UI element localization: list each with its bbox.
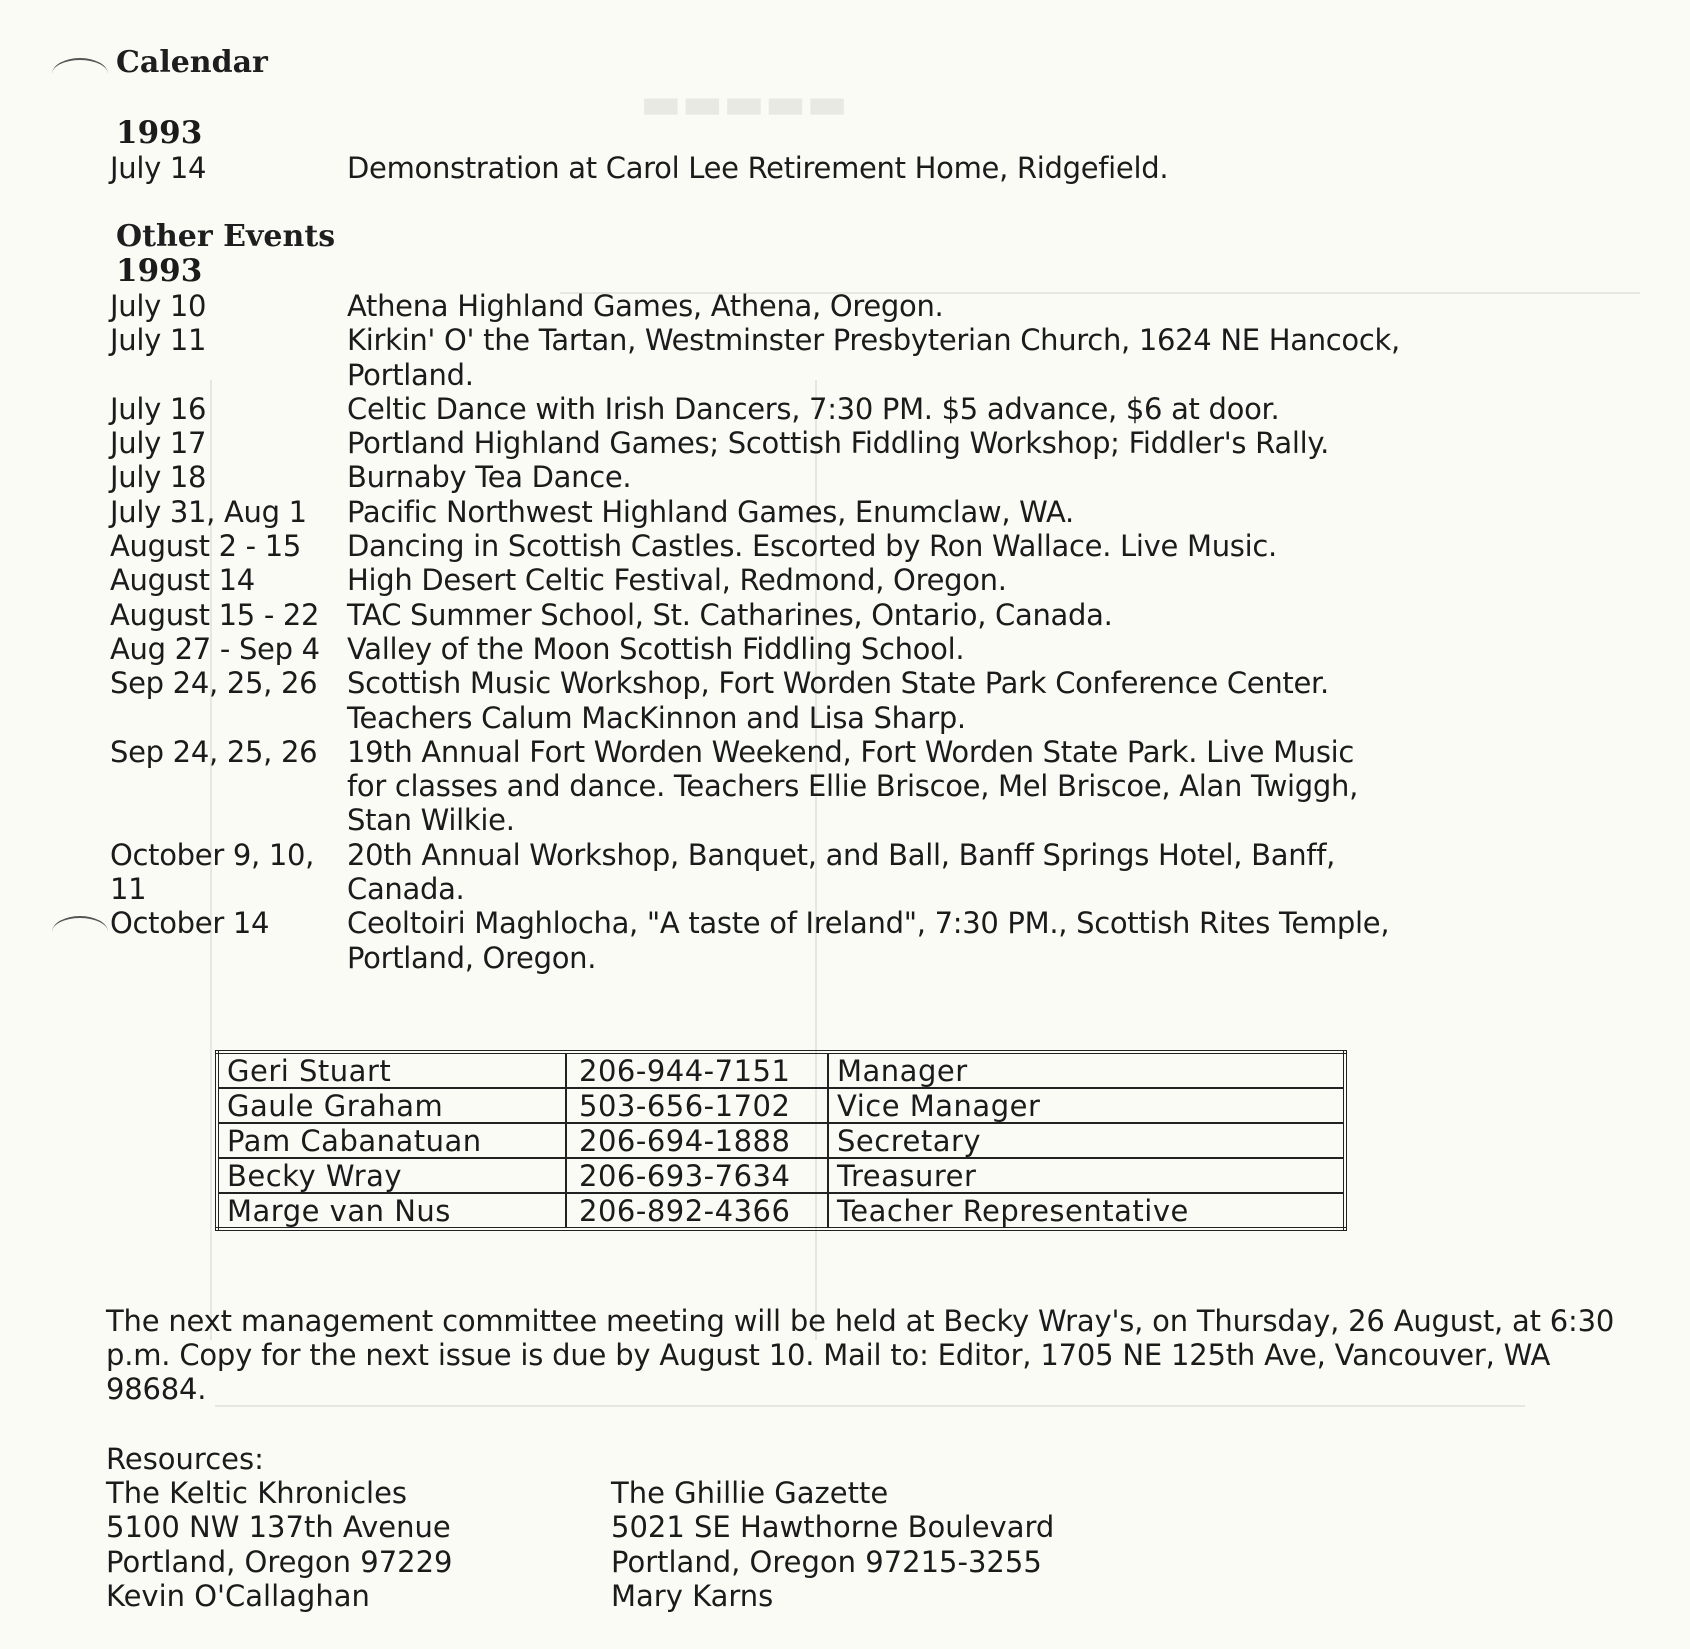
resource-title: The Ghillie Gazette (611, 1476, 889, 1510)
officer-name: Pam Cabanatuan (217, 1123, 566, 1158)
event-description: Athena Highland Games, Athena, Oregon. (347, 289, 944, 323)
event-date: July 16 (110, 391, 207, 426)
event-date: July 14 (110, 151, 207, 185)
paper-curl-mark (52, 58, 108, 90)
event-row (110, 392, 1400, 426)
event-date: August 15 - 22 (110, 597, 320, 632)
resource-contact: Mary Karns (611, 1578, 774, 1613)
officer-name: Gaule Graham (217, 1088, 566, 1123)
event-description: Portland Highland Games; Scottish Fiddling Workshop; Fiddler's Rally. (347, 426, 1329, 461)
event-description: TAC Summer School, St. Catharines, Ontario, Canada. (347, 597, 1113, 632)
event-date: July 10 (110, 289, 207, 323)
event-row (110, 632, 1400, 666)
bleed-through-decoration: ▬▬▬▬▬ (640, 78, 848, 129)
resource-address: 5021 SE Hawthorne Boulevard (611, 1510, 1055, 1545)
officer-role: Treasurer (828, 1158, 1345, 1193)
event-row (110, 598, 1400, 632)
other-events-year: 1993 (116, 253, 203, 289)
officer-role: Teacher Representative (828, 1193, 1345, 1229)
officer-phone: 206-693-7634 (566, 1158, 828, 1193)
event-date: July 18 (110, 460, 207, 495)
event-description: Dancing in Scottish Castles. Escorted by Ron Wallace. Live Music. (347, 529, 1277, 564)
resource-title: The Keltic Khronicles (106, 1476, 408, 1510)
event-row (110, 426, 1400, 460)
other-events-heading: Other Events (116, 219, 336, 254)
event-description: Ceoltoiri Maghlocha, "A taste of Ireland", 7:30 PM., Scottish Rites Temple, Portland, Oregon. (347, 906, 1390, 975)
event-description: Demonstration at Carol Lee Retirement Home, Ridgefield. (347, 151, 1169, 185)
event-date: July 31, Aug 1 (110, 494, 307, 529)
officer-phone: 206-694-1888 (566, 1123, 828, 1158)
event-date: Sep 24, 25, 26 (110, 734, 318, 769)
officer-role: Manager (828, 1052, 1345, 1088)
officers-table (215, 1050, 1347, 1231)
event-date: October 14 (110, 906, 270, 941)
event-row (110, 495, 1400, 529)
event-row (110, 906, 1400, 975)
officer-name: Geri Stuart (217, 1052, 566, 1088)
event-date: August 14 (110, 563, 255, 598)
calendar-year: 1993 (116, 115, 203, 151)
event-date: Sep 24, 25, 26 (110, 666, 318, 701)
table-row (217, 1088, 1345, 1123)
event-row (110, 735, 1400, 838)
resource-contact: Kevin O'Callaghan (106, 1578, 370, 1613)
event-date: October 9, 10, 11 (110, 837, 324, 907)
event-description: High Desert Celtic Festival, Redmond, Oregon. (347, 563, 1007, 598)
event-description: 19th Annual Fort Worden Weekend, Fort Worden State Park. Live Music for classes and dance. Teachers Ellie Briscoe, Mel Briscoe, Alan Twiggh, Stan Wilkie. (347, 734, 1358, 838)
calendar-event (110, 151, 1400, 185)
officer-name: Marge van Nus (217, 1193, 566, 1229)
event-description: Celtic Dance with Irish Dancers, 7:30 PM. $5 advance, $6 at door. (347, 391, 1280, 426)
event-row (110, 323, 1400, 392)
resource-entry (611, 1476, 1054, 1613)
resources-label: Resources: (106, 1442, 264, 1476)
table-row (217, 1193, 1345, 1229)
event-description: 20th Annual Workshop, Banquet, and Ball, Banff Springs Hotel, Banff, Canada. (347, 837, 1336, 907)
event-date: July 17 (110, 426, 207, 461)
event-date: July 11 (110, 323, 207, 358)
event-date: August 2 - 15 (110, 529, 302, 564)
event-description: Valley of the Moon Scottish Fiddling School. (347, 631, 965, 666)
event-description: Pacific Northwest Highland Games, Enumclaw, WA. (347, 494, 1074, 529)
event-row (110, 289, 1400, 323)
resource-entry (106, 1476, 453, 1613)
resource-address: 5100 NW 137th Avenue (106, 1510, 451, 1545)
officer-role: Secretary (828, 1123, 1345, 1158)
paper-curl-mark (52, 916, 108, 948)
officer-phone: 206-944-7151 (566, 1052, 828, 1088)
officer-phone: 206-892-4366 (566, 1193, 828, 1229)
resource-city: Portland, Oregon 97229 (106, 1544, 453, 1579)
officer-name: Becky Wray (217, 1158, 566, 1193)
meeting-note: The next management committee meeting will be held at Becky Wray's, on Thursday, 26 August, at 6:30 p.m. Copy for the next issue is due by August 10. Mail to: Editor, 1705 NE 125th Ave, Vancouver, WA 98684. (106, 1304, 1615, 1406)
table-row (217, 1052, 1345, 1088)
event-description: Kirkin' O' the Tartan, Westminster Presbyterian Church, 1624 NE Hancock, Portland. (347, 323, 1400, 392)
event-description: Burnaby Tea Dance. (347, 460, 632, 495)
event-row (110, 563, 1400, 597)
event-row (110, 838, 1400, 907)
table-row (217, 1123, 1345, 1158)
officer-phone: 503-656-1702 (566, 1088, 828, 1123)
event-description: Scottish Music Workshop, Fort Worden State Park Conference Center. Teachers Calum MacKinnon and Lisa Sharp. (347, 666, 1329, 735)
event-date: Aug 27 - Sep 4 (110, 631, 320, 666)
other-events-list (110, 289, 1400, 975)
event-row (110, 529, 1400, 563)
event-row (110, 666, 1400, 735)
resource-city: Portland, Oregon 97215-3255 (611, 1544, 1042, 1579)
table-row (217, 1158, 1345, 1193)
calendar-event-list (110, 151, 1400, 185)
officer-role: Vice Manager (828, 1088, 1345, 1123)
event-row (110, 460, 1400, 494)
calendar-heading: Calendar (116, 45, 268, 80)
